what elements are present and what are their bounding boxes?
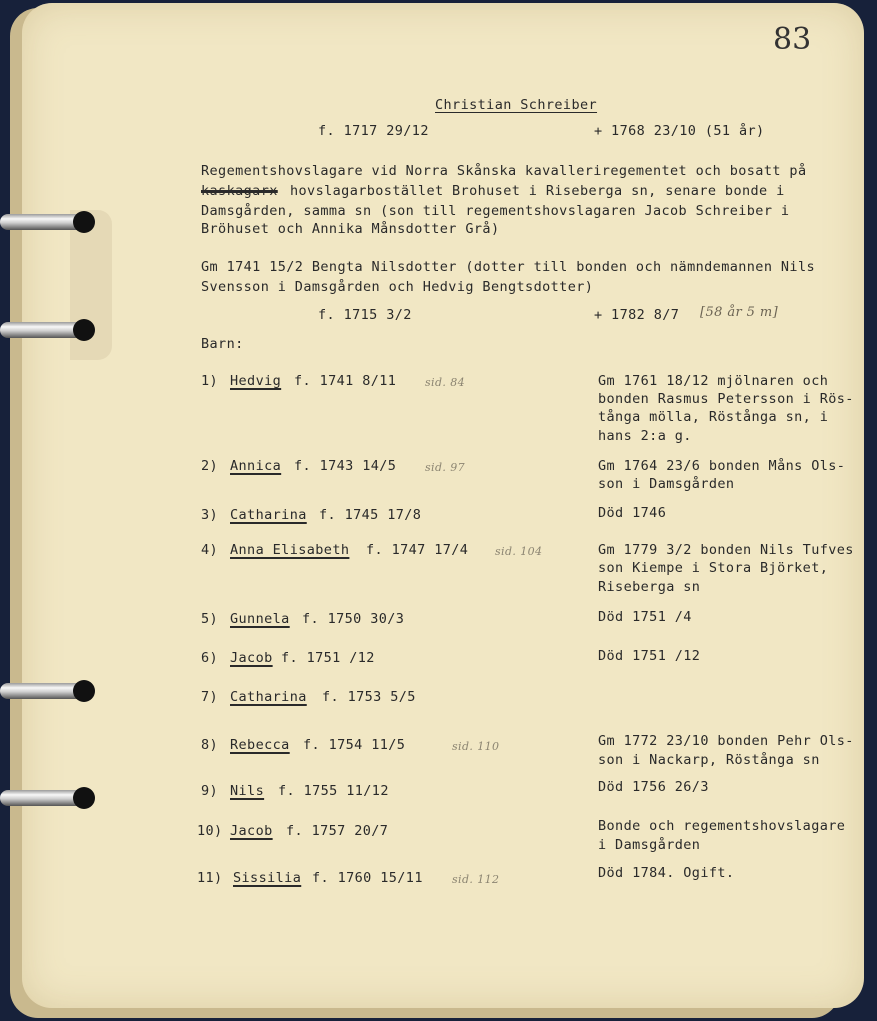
spouse-death-note: [58 år 5 m] xyxy=(700,305,779,320)
children-heading: Barn: xyxy=(201,336,244,352)
binder-ring xyxy=(0,790,95,806)
bio-struck-word: kaskagarx xyxy=(201,183,278,199)
child-number: 10) xyxy=(197,823,223,839)
child-number: 6) xyxy=(201,650,219,666)
child-number: 4) xyxy=(201,542,219,558)
page-title: Christian Schreiber xyxy=(435,97,598,113)
child-name: Hedvig xyxy=(230,373,282,389)
child-detail: Bonde och regementshovslagare xyxy=(598,818,846,834)
child-detail: Gm 1772 23/10 bonden Pehr Ols- xyxy=(598,733,854,749)
child-number: 9) xyxy=(201,783,219,799)
child-note: sid. 84 xyxy=(425,376,465,389)
child-name: Annica xyxy=(230,458,282,474)
child-number: 11) xyxy=(197,870,223,886)
child-number: 7) xyxy=(201,689,219,705)
child-detail: Gm 1761 18/12 mjölnaren och xyxy=(598,373,829,389)
binder-ring xyxy=(0,683,95,699)
child-note: sid. 112 xyxy=(452,873,500,886)
child-name: Sissilia xyxy=(233,870,302,886)
child-detail: Död 1746 xyxy=(598,505,667,521)
child-note: sid. 104 xyxy=(495,545,543,558)
child-note: sid. 110 xyxy=(452,740,500,753)
child-birth: f. 1757 20/7 xyxy=(286,823,389,839)
child-detail: bonden Rasmus Petersson i Rös- xyxy=(598,391,854,407)
death-date: + 1768 23/10 (51 år) xyxy=(594,123,765,139)
child-detail: Gm 1764 23/6 bonden Måns Ols- xyxy=(598,458,846,474)
child-detail: Död 1784. Ogift. xyxy=(598,865,735,881)
binder-ring xyxy=(0,322,95,338)
child-name: Nils xyxy=(230,783,265,799)
marriage-line: Svensson i Damsgården och Hedvig Bengtsdotter) xyxy=(201,279,594,295)
bio-line: Damsgården, samma sn (son till regementshovslagaren Jacob Schreiber i xyxy=(201,203,790,219)
child-number: 5) xyxy=(201,611,219,627)
child-name: Gunnela xyxy=(230,611,290,627)
child-detail: Gm 1779 3/2 bonden Nils Tufves xyxy=(598,542,854,558)
child-detail: son Kiempe i Stora Björket, xyxy=(598,560,829,576)
bio-line: Regementshovslagare vid Norra Skånska kavalleriregementet och bosatt på xyxy=(201,163,807,179)
child-name: Jacob xyxy=(230,650,273,666)
binder-ring xyxy=(0,214,95,230)
child-birth: f. 1741 8/11 xyxy=(294,373,397,389)
child-detail: Död 1756 26/3 xyxy=(598,779,709,795)
child-detail: tånga mölla, Röstånga sn, i xyxy=(598,409,829,425)
child-detail: i Damsgården xyxy=(598,837,701,853)
child-name: Catharina xyxy=(230,689,307,705)
child-birth: f. 1754 11/5 xyxy=(303,737,406,753)
child-detail: hans 2:a g. xyxy=(598,428,692,444)
child-birth: f. 1747 17/4 xyxy=(366,542,469,558)
child-birth: f. 1760 15/11 xyxy=(312,870,423,886)
child-number: 3) xyxy=(201,507,219,523)
child-detail: Död 1751 /4 xyxy=(598,609,692,625)
spouse-death: + 1782 8/7 xyxy=(594,307,680,323)
child-birth: f. 1745 17/8 xyxy=(319,507,422,523)
child-birth: f. 1743 14/5 xyxy=(294,458,397,474)
page-number: 83 xyxy=(773,22,812,57)
child-note: sid. 97 xyxy=(425,461,465,474)
marriage-line: Gm 1741 15/2 Bengta Nilsdotter (dotter till bonden och nämndemannen Nils xyxy=(201,259,815,275)
child-birth: f. 1751 /12 xyxy=(281,650,375,666)
child-number: 1) xyxy=(201,373,219,389)
child-name: Jacob xyxy=(230,823,273,839)
spouse-birth: f. 1715 3/2 xyxy=(318,307,412,323)
child-detail: son i Damsgården xyxy=(598,476,735,492)
child-birth: f. 1750 30/3 xyxy=(302,611,405,627)
child-number: 2) xyxy=(201,458,219,474)
child-birth: f. 1755 11/12 xyxy=(278,783,389,799)
child-detail: Riseberga sn xyxy=(598,579,701,595)
child-detail: son i Nackarp, Röstånga sn xyxy=(598,752,820,768)
birth-date: f. 1717 29/12 xyxy=(318,123,429,139)
bio-line: Bröhuset och Annika Månsdotter Grå) xyxy=(201,221,500,237)
child-birth: f. 1753 5/5 xyxy=(322,689,416,705)
bio-line: hovslagarbostället Brohuset i Riseberga sn, senare bonde i xyxy=(290,183,785,199)
child-name: Rebecca xyxy=(230,737,290,753)
child-name: Anna Elisabeth xyxy=(230,542,350,558)
child-detail: Död 1751 /12 xyxy=(598,648,701,664)
notebook-page xyxy=(22,3,864,1008)
child-name: Catharina xyxy=(230,507,307,523)
child-number: 8) xyxy=(201,737,219,753)
